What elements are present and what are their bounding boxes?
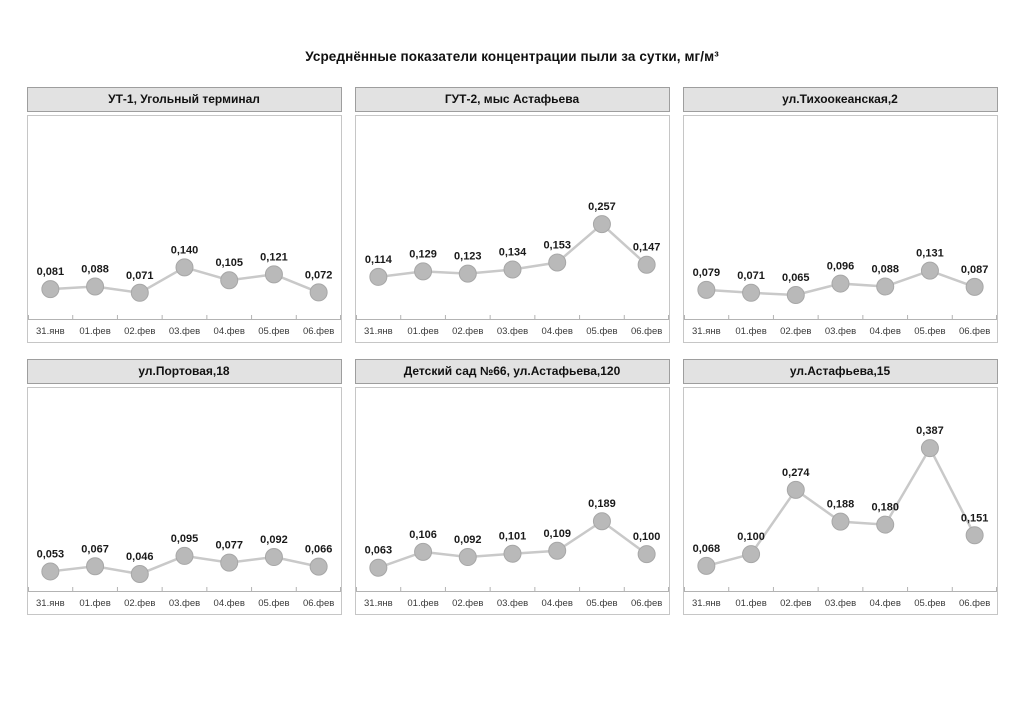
svg-text:04.фев: 04.фев xyxy=(213,326,245,337)
svg-text:0,065: 0,065 xyxy=(781,272,810,285)
chart-panel-portovaya xyxy=(27,359,342,615)
svg-text:03.фев: 03.фев xyxy=(168,326,200,337)
svg-text:0,072: 0,072 xyxy=(304,269,332,282)
svg-text:03.фев: 03.фев xyxy=(496,326,528,337)
chart-plot xyxy=(355,387,670,615)
svg-text:31.янв: 31.янв xyxy=(691,598,721,609)
line-chart-svg xyxy=(684,116,997,342)
svg-text:0,109: 0,109 xyxy=(542,527,571,540)
svg-text:01.фев: 01.фев xyxy=(78,598,111,609)
svg-text:0,071: 0,071 xyxy=(736,269,765,282)
svg-text:0,123: 0,123 xyxy=(453,250,482,263)
svg-text:0,096: 0,096 xyxy=(826,260,854,273)
svg-text:0,079: 0,079 xyxy=(692,266,720,279)
svg-text:0,134: 0,134 xyxy=(498,246,526,259)
svg-text:0,114: 0,114 xyxy=(364,253,392,266)
svg-text:02.фев: 02.фев xyxy=(123,598,155,609)
svg-text:06.фев: 06.фев xyxy=(630,326,662,337)
chart-panel-detsky-sad xyxy=(355,359,670,615)
chart-plot xyxy=(355,115,670,343)
svg-text:0,100: 0,100 xyxy=(736,531,765,544)
svg-text:05.фев: 05.фев xyxy=(913,326,946,337)
svg-text:06.фев: 06.фев xyxy=(302,326,334,337)
chart-plot xyxy=(683,387,998,615)
svg-text:0,095: 0,095 xyxy=(170,532,198,545)
chart-title: ул.Тихоокеанская,2 xyxy=(683,87,998,112)
chart-plot xyxy=(27,115,342,343)
svg-text:31.янв: 31.янв xyxy=(691,326,721,337)
svg-text:0,092: 0,092 xyxy=(453,534,482,547)
svg-text:0,063: 0,063 xyxy=(364,544,392,557)
chart-plot xyxy=(27,387,342,615)
line-chart-svg xyxy=(684,388,997,614)
svg-text:05.фев: 05.фев xyxy=(585,326,618,337)
svg-text:0,153: 0,153 xyxy=(542,239,571,252)
svg-text:03.фев: 03.фев xyxy=(824,326,856,337)
svg-text:06.фев: 06.фев xyxy=(302,598,334,609)
svg-text:02.фев: 02.фев xyxy=(779,598,811,609)
line-chart-svg xyxy=(356,388,669,614)
chart-grid xyxy=(27,87,998,615)
svg-text:31.янв: 31.янв xyxy=(35,326,65,337)
svg-text:0,189: 0,189 xyxy=(587,498,616,511)
line-chart-svg xyxy=(28,388,341,614)
svg-text:0,105: 0,105 xyxy=(214,257,243,270)
chart-panel-gut2 xyxy=(355,87,670,343)
svg-text:05.фев: 05.фев xyxy=(585,598,618,609)
svg-text:0,100: 0,100 xyxy=(632,531,660,544)
svg-text:02.фев: 02.фев xyxy=(451,326,483,337)
svg-text:01.фев: 01.фев xyxy=(406,598,439,609)
svg-text:0,088: 0,088 xyxy=(80,263,109,276)
svg-text:0,092: 0,092 xyxy=(259,534,288,547)
svg-text:02.фев: 02.фев xyxy=(779,326,811,337)
svg-text:03.фев: 03.фев xyxy=(168,598,200,609)
chart-title: ул.Портовая,18 xyxy=(27,359,342,384)
svg-text:0,188: 0,188 xyxy=(826,498,854,511)
svg-text:01.фев: 01.фев xyxy=(406,326,439,337)
svg-text:06.фев: 06.фев xyxy=(958,326,990,337)
svg-text:01.фев: 01.фев xyxy=(78,326,111,337)
svg-text:31.янв: 31.янв xyxy=(35,598,65,609)
svg-text:0,071: 0,071 xyxy=(125,269,154,282)
svg-text:0,087: 0,087 xyxy=(960,263,988,276)
svg-text:04.фев: 04.фев xyxy=(213,598,245,609)
svg-text:0,081: 0,081 xyxy=(36,266,64,279)
svg-text:04.фев: 04.фев xyxy=(541,326,573,337)
svg-text:0,121: 0,121 xyxy=(259,251,288,264)
svg-text:04.фев: 04.фев xyxy=(541,598,573,609)
chart-panel-tikhookeanskaya xyxy=(683,87,998,343)
svg-text:03.фев: 03.фев xyxy=(824,598,856,609)
svg-text:0,151: 0,151 xyxy=(960,512,988,525)
chart-title: УТ-1, Угольный терминал xyxy=(27,87,342,112)
chart-panel-ut1 xyxy=(27,87,342,343)
svg-text:0,387: 0,387 xyxy=(915,425,944,438)
svg-text:31.янв: 31.янв xyxy=(363,326,393,337)
svg-text:0,088: 0,088 xyxy=(870,263,899,276)
chart-title: Детский сад №66, ул.Астафьева,120 xyxy=(355,359,670,384)
svg-text:04.фев: 04.фев xyxy=(869,598,901,609)
svg-text:0,257: 0,257 xyxy=(587,201,616,214)
svg-text:05.фев: 05.фев xyxy=(913,598,946,609)
svg-text:0,274: 0,274 xyxy=(781,466,810,479)
svg-text:0,131: 0,131 xyxy=(915,247,944,260)
svg-text:01.фев: 01.фев xyxy=(734,326,767,337)
svg-text:04.фев: 04.фев xyxy=(869,326,901,337)
chart-title: ул.Астафьева,15 xyxy=(683,359,998,384)
svg-text:0,068: 0,068 xyxy=(692,542,720,555)
svg-text:31.янв: 31.янв xyxy=(363,598,393,609)
line-chart-svg xyxy=(356,116,669,342)
svg-text:0,053: 0,053 xyxy=(36,548,64,561)
svg-text:0,046: 0,046 xyxy=(125,551,154,564)
svg-text:06.фев: 06.фев xyxy=(630,598,662,609)
svg-text:0,147: 0,147 xyxy=(632,241,660,254)
svg-text:05.фев: 05.фев xyxy=(257,598,290,609)
line-chart-svg xyxy=(28,116,341,342)
svg-text:0,106: 0,106 xyxy=(408,528,437,541)
svg-text:0,101: 0,101 xyxy=(498,530,526,543)
svg-text:0,066: 0,066 xyxy=(304,543,332,556)
svg-text:0,067: 0,067 xyxy=(80,543,109,556)
svg-text:02.фев: 02.фев xyxy=(451,598,483,609)
chart-title: ГУТ-2, мыс Астафьева xyxy=(355,87,670,112)
svg-text:03.фев: 03.фев xyxy=(496,598,528,609)
svg-text:01.фев: 01.фев xyxy=(734,598,767,609)
page-title: Усреднённые показатели концентрации пыли за сутки, мг/м³ xyxy=(305,49,719,64)
svg-text:0,180: 0,180 xyxy=(870,501,899,514)
chart-panel-astafyeva15 xyxy=(683,359,998,615)
svg-text:0,077: 0,077 xyxy=(214,539,243,552)
svg-text:0,140: 0,140 xyxy=(170,244,198,257)
chart-plot xyxy=(683,115,998,343)
svg-text:02.фев: 02.фев xyxy=(123,326,155,337)
svg-text:06.фев: 06.фев xyxy=(958,598,990,609)
svg-text:05.фев: 05.фев xyxy=(257,326,290,337)
svg-text:0,129: 0,129 xyxy=(408,248,437,261)
